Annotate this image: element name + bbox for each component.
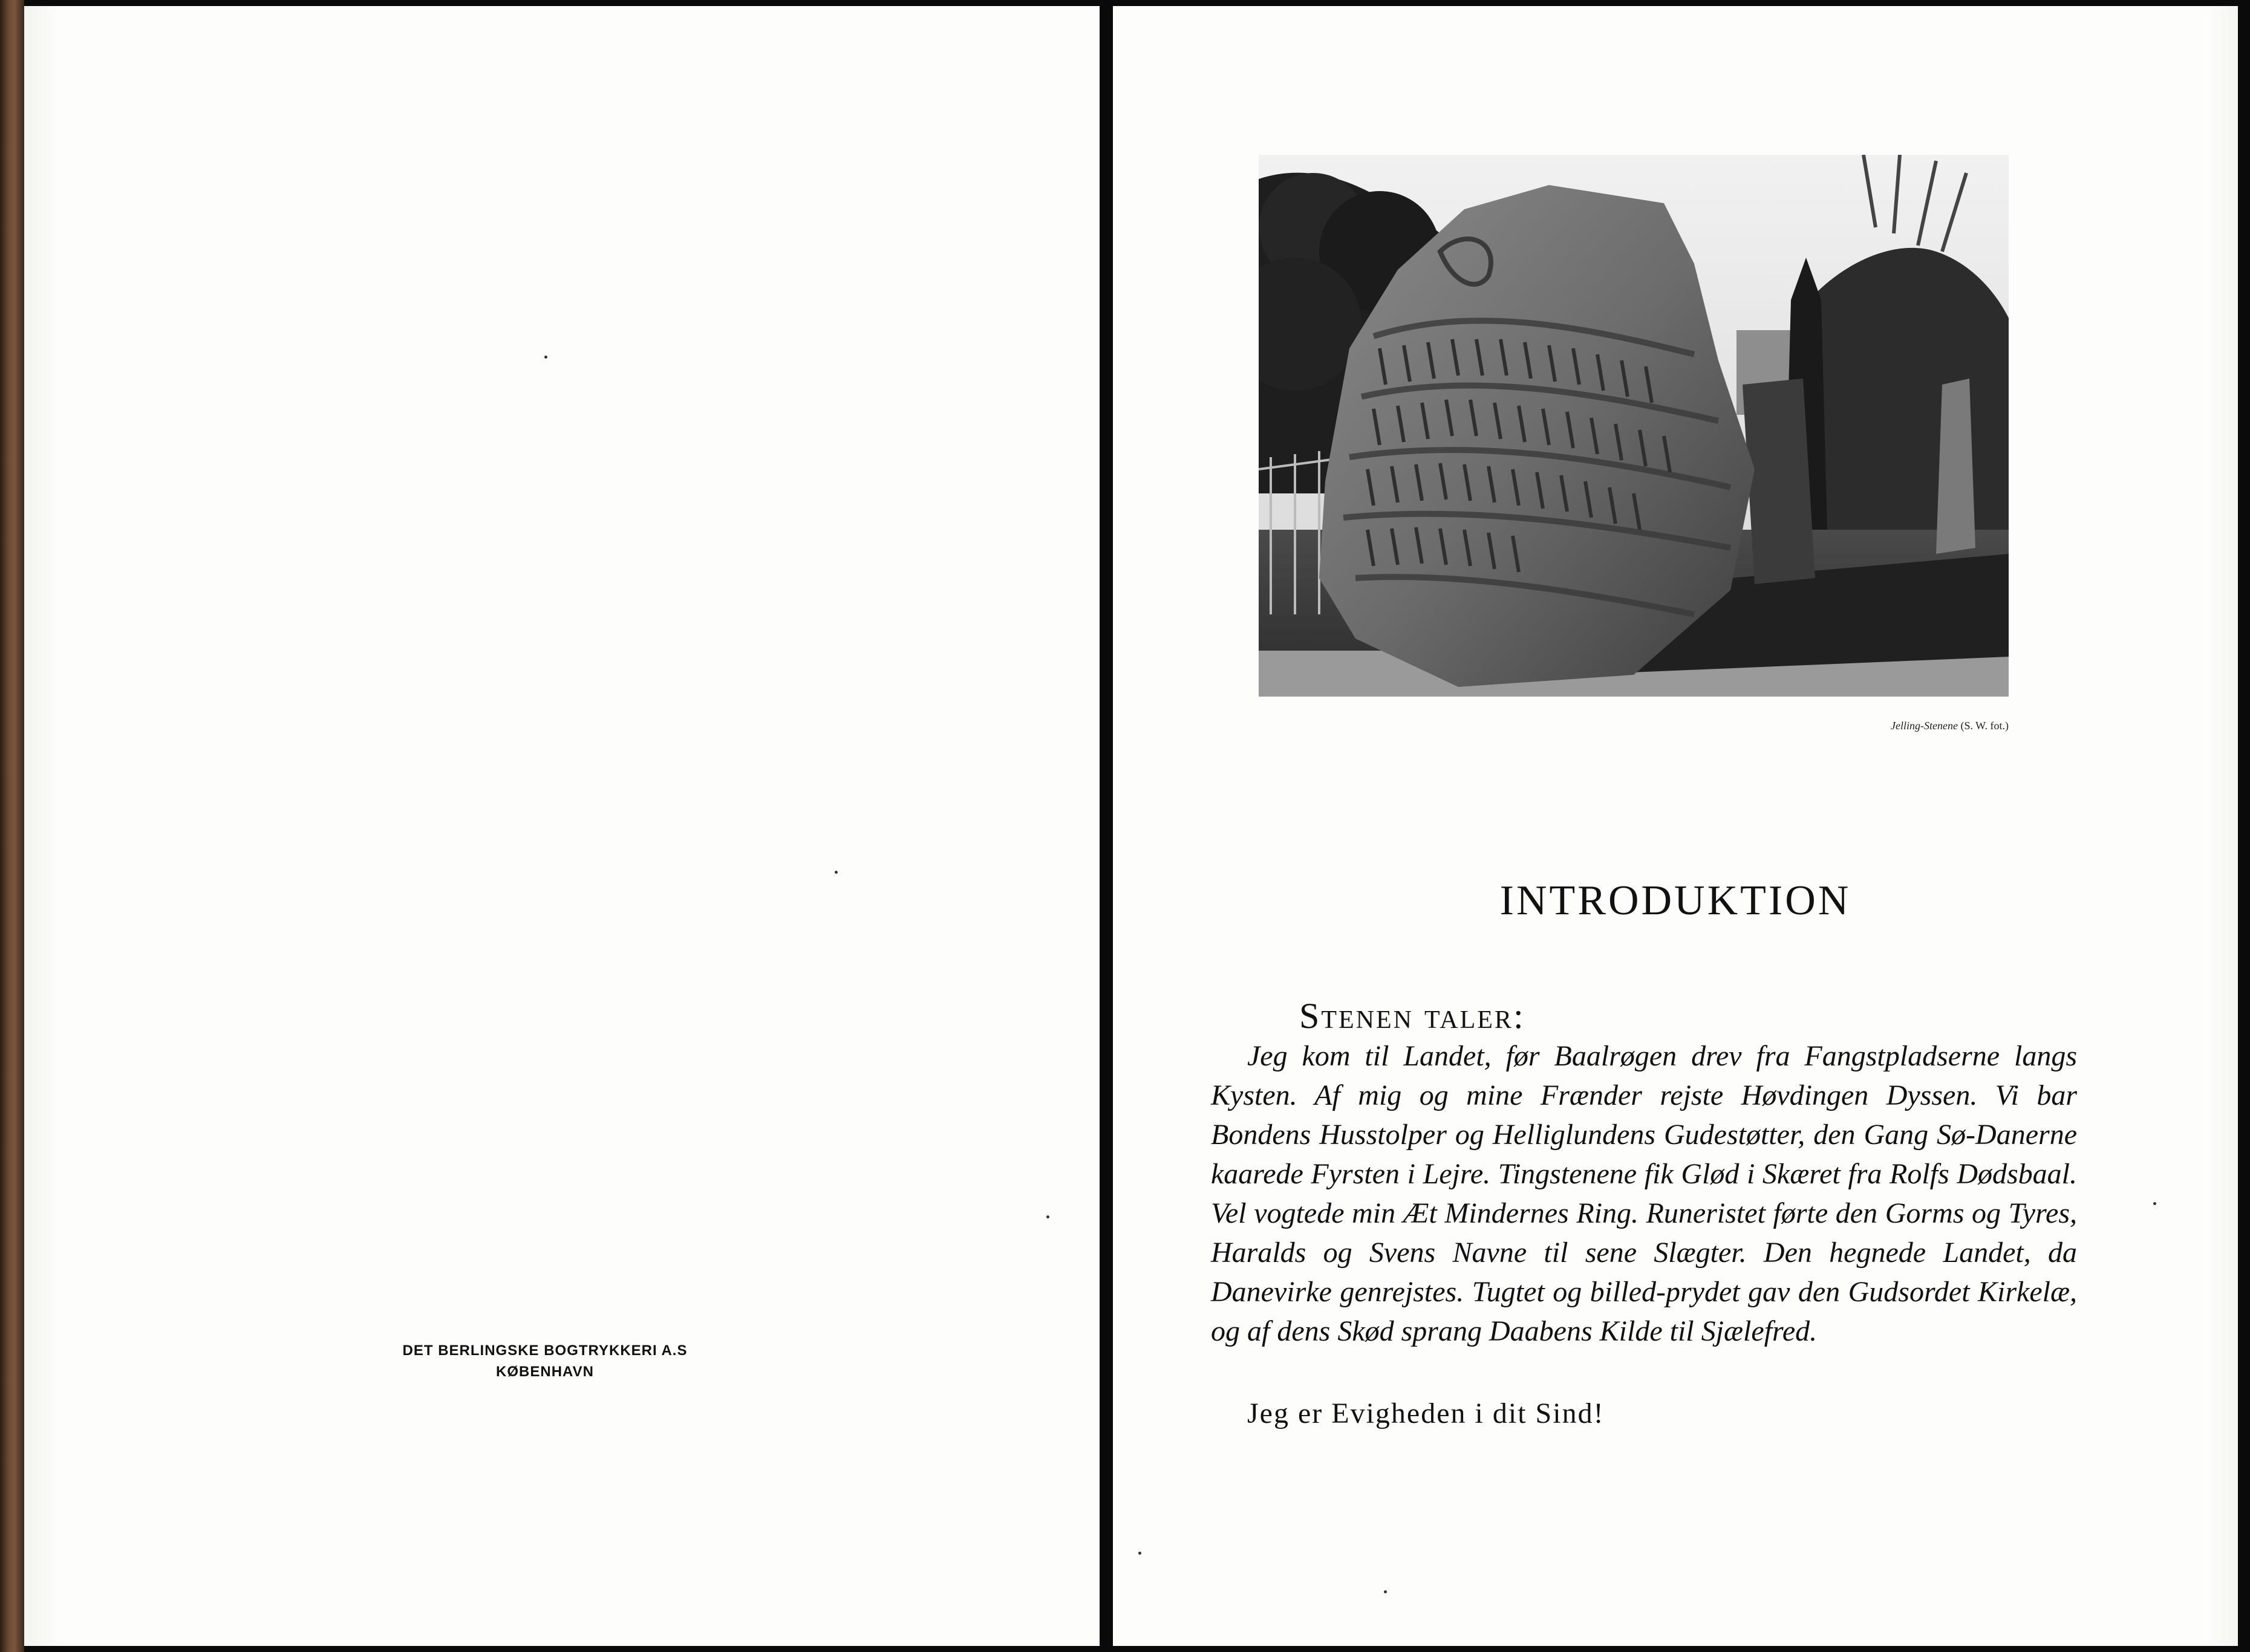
- paper-speck: [835, 871, 838, 874]
- caption-title: Jelling-Stenene: [1891, 720, 1958, 732]
- paper-speck: [2153, 1202, 2156, 1205]
- paper-speck: [1138, 1552, 1141, 1555]
- page-title: INTRODUKTION: [1499, 877, 1851, 924]
- jelling-stones-illustration: [1259, 155, 2009, 697]
- jelling-stones-photo: [1259, 155, 2009, 697]
- book-spine-edge: [0, 0, 24, 1652]
- closing-line: Jeg er Evigheden i dit Sind!: [1247, 1397, 1605, 1429]
- imprint-line-city: KØBENHAVN: [496, 1364, 594, 1380]
- body-paragraph: Jeg kom til Landet, før Baalrøgen drev fra Fangstpladserne langs Kysten. Af mig og mine Frænder rejste Høvdingen Dyssen. Vi bar Bondens Husstolper og Helliglundens Gudestøtter, den Gang Sø-Danerne kaarede Fyrsten i Lejre. Tingstenene fik Glød i Skæret fra Rolfs Dødsbaal. Vel vogtede min Æt Mindernes Ring. Runeristet førte den Gorms og Tyres, Haralds og Svens Navne til sene Slægter. Den hegnede Landet, da Danevirke genrejstes. Tugtet og billed-prydet gav den Gudsordet Kirkelæ, og af dens Skød sprang Daabens Kilde til Sjælefred.: [1211, 1040, 2077, 1347]
- section-heading: Stenen taler:: [1299, 996, 1525, 1036]
- paper-speck: [1384, 1590, 1387, 1593]
- imprint-line-printer: DET BERLINGSKE BOGTRYKKERI A.S: [402, 1342, 688, 1359]
- photo-caption: [1259, 720, 2009, 732]
- paper-speck: [544, 356, 547, 359]
- printer-imprint: [24, 1340, 1100, 1382]
- right-page: [1113, 6, 2238, 1646]
- left-page: [24, 6, 1100, 1646]
- caption-credit: (S. W. fot.): [1960, 720, 2009, 732]
- paper-speck: [1046, 1215, 1049, 1218]
